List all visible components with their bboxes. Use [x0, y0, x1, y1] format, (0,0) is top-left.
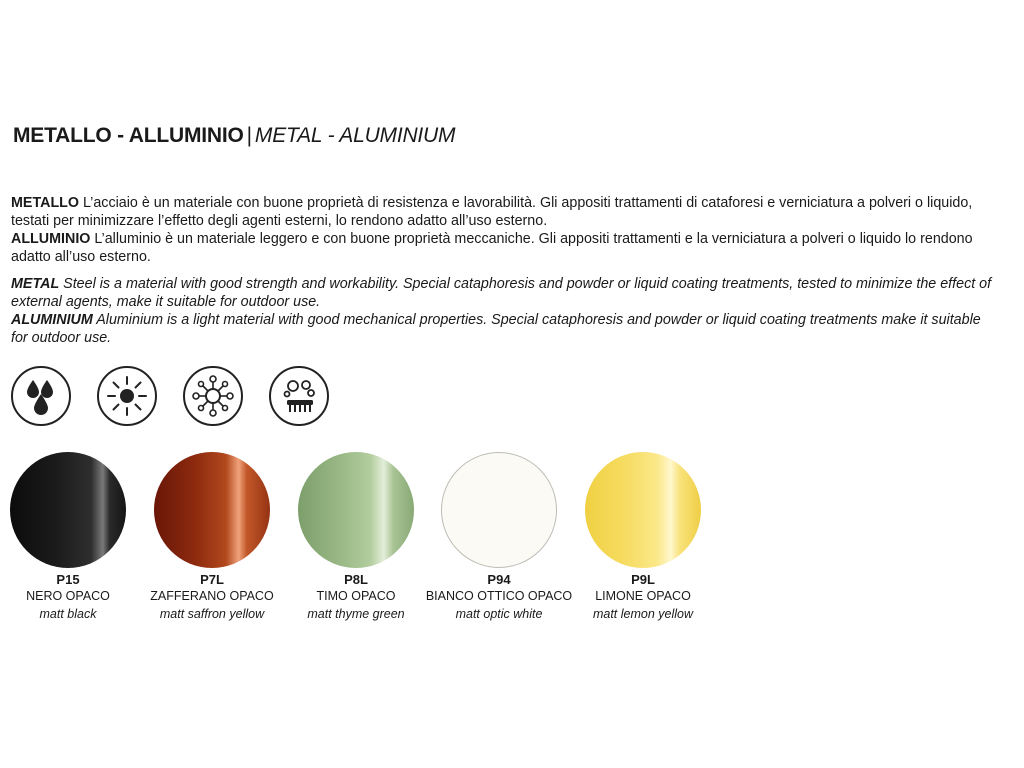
metal-text: Steel is a material with good strength and workability. Special cataphoresis and powder or liquid coating treatments, tested to minimize the effect of external agents, make it suitable for outdoor use.	[11, 276, 992, 310]
alluminio-text: L’alluminio è un materiale leggero e con buone proprietà meccaniche. Gli appositi trattamenti e la verniciatura a polveri o liquido lo rendono adatto all’uso esterno.	[11, 231, 973, 265]
color-disc	[585, 452, 701, 568]
metallo-paragraph	[11, 194, 996, 230]
cleaning-icon	[269, 366, 329, 426]
property-icons	[11, 366, 329, 426]
water-drops-icon	[11, 366, 71, 426]
swatch-code: P94	[487, 572, 511, 587]
aluminium-text: Aluminium is a light material with good mechanical properties. Special cataphoresis and powder or liquid coating treatments make it suitable for outdoor use.	[11, 312, 981, 346]
swatch-name: NERO OPACO	[26, 589, 110, 603]
color-disc	[10, 452, 126, 568]
title-italian: METALLO - ALLUMINIO	[13, 124, 244, 147]
metallo-text: L’acciaio è un materiale con buone proprietà di resistenza e lavorabilità. Gli appositi trattamenti di cataforesi e verniciatura a polveri o liquido, testati per minimizzare l’effetto degli agenti esterni, lo rendono adatto all’uso esterno.	[11, 195, 973, 229]
aluminium-paragraph	[11, 311, 996, 347]
swatch-p8l	[281, 452, 431, 624]
swatch-english-name: matt optic white	[455, 607, 543, 621]
metal-label: METAL	[11, 276, 60, 292]
alluminio-label: ALLUMINIO	[11, 231, 91, 247]
title-english: METAL - ALUMINIUM	[254, 124, 456, 147]
title-separator: |	[246, 124, 252, 147]
page-title	[13, 124, 455, 148]
swatch-p7l	[137, 452, 287, 624]
color-disc	[298, 452, 414, 568]
metal-paragraph	[11, 275, 996, 311]
english-description	[11, 275, 996, 347]
swatch-name: TIMO OPACO	[316, 589, 396, 603]
swatch-name: LIMONE OPACO	[595, 589, 691, 603]
swatch-english-name: matt thyme green	[307, 607, 405, 621]
aluminium-label: ALUMINIUM	[11, 312, 93, 328]
swatch-p15	[0, 452, 143, 624]
swatch-p94	[424, 452, 574, 624]
swatch-english-name: matt saffron yellow	[159, 607, 265, 621]
swatch-name: ZAFFERANO OPACO	[150, 589, 274, 603]
swatch-code: P8L	[344, 572, 368, 587]
molecule-icon	[183, 366, 243, 426]
color-disc	[441, 452, 557, 568]
italian-description	[11, 194, 996, 266]
swatch-code: P15	[56, 572, 80, 587]
swatch-name: BIANCO OTTICO OPACO	[425, 589, 573, 603]
metallo-label: METALLO	[11, 195, 80, 211]
swatch-code: P7L	[200, 572, 224, 587]
color-disc	[154, 452, 270, 568]
swatch-english-name: matt black	[39, 607, 97, 621]
swatch-p9l	[568, 452, 718, 624]
sun-icon	[97, 366, 157, 426]
swatch-code: P9L	[631, 572, 655, 587]
swatch-english-name: matt lemon yellow	[592, 607, 694, 621]
alluminio-paragraph	[11, 230, 996, 266]
